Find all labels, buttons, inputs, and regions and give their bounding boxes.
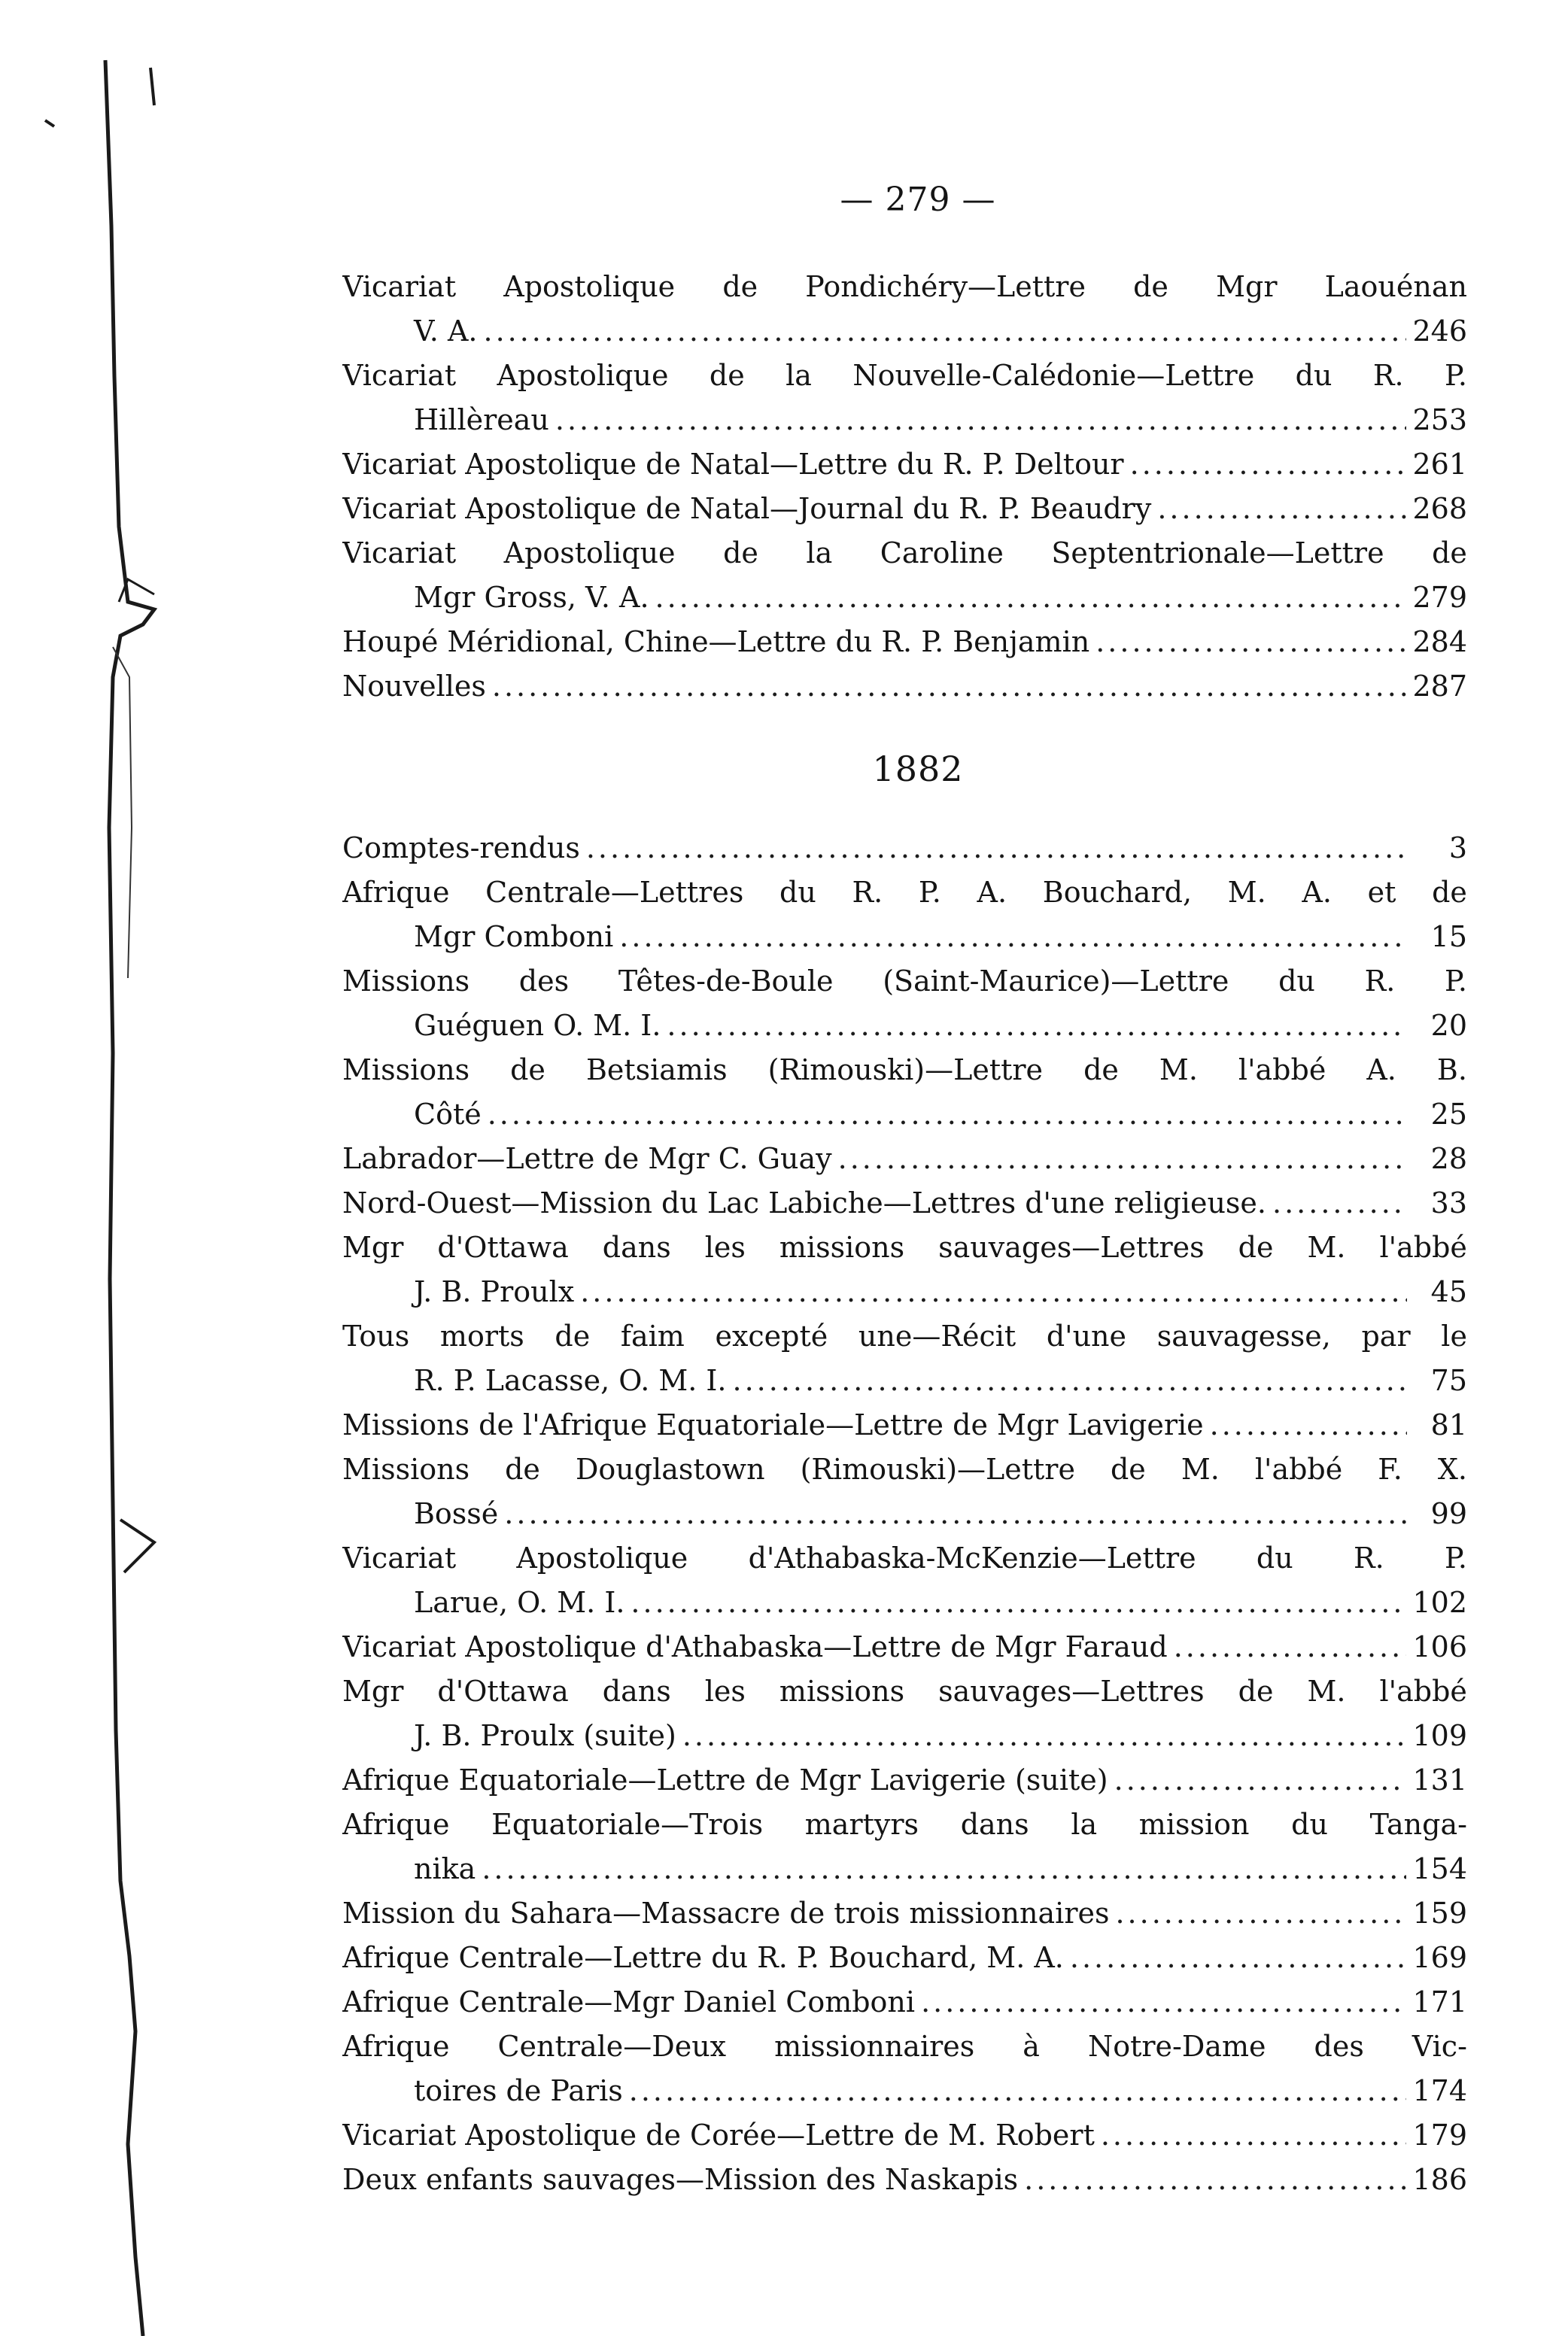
toc-entry-page: 45 [1430,1275,1467,1308]
toc-entry-page: 3 [1448,831,1467,864]
toc-entry-page: 75 [1430,1364,1467,1397]
toc-entry-last-line [342,2158,1467,2202]
toc-entry [342,1803,1467,1891]
toc-entry-title: Larue, O. M. I. [414,1586,625,1619]
toc-entry-page: 268 [1412,492,1467,525]
toc-entry [342,2113,1467,2158]
toc-entry-title: Vicariat Apostolique de Natal—Journal du R. P. Beaudry [342,492,1152,525]
toc-entry [342,1891,1467,1936]
toc-entry-last-line [342,620,1467,664]
toc-entry-title-line: Mgr d'Ottawa dans les missions sauvages—Lettres de M. l'abbé [342,1231,1467,1264]
dot-leader [1157,487,1406,531]
toc-entry-title-line: Missions des Têtes-de-Boule (Saint-Maurice)—Lettre du R. P. [342,964,1467,998]
toc-entry-title-line: Vicariat Apostolique de Pondichéry—Lettre de Mgr Laouénan [342,270,1467,303]
toc-entry [342,442,1467,487]
dot-leader [1210,1403,1407,1447]
toc-entry-page: 33 [1430,1186,1467,1220]
dot-leader [619,915,1407,959]
toc-entry-title: Guéguen O. M. I. [414,1009,661,1042]
toc-entry-title-line: Missions de Betsiamis (Rimouski)—Lettre de M. l'abbé A. B. [342,1053,1467,1086]
toc-entry [342,1980,1467,2025]
toc-entry [342,620,1467,664]
toc-entry-page: 15 [1430,920,1467,953]
dot-leader [1101,2113,1407,2158]
toc-entry [342,1403,1467,1447]
dot-leader [1024,2158,1406,2202]
dot-leader [1114,1758,1407,1803]
toc-entry [342,1936,1467,1980]
toc-entry-last-line [342,487,1467,531]
toc-entry-title: R. P. Lacasse, O. M. I. [414,1364,727,1397]
toc-entry-title: J. B. Proulx (suite) [414,1719,676,1752]
toc-entry-title: Mgr Comboni [414,920,614,953]
toc-entry [342,2025,1467,2113]
toc-entry [342,1048,1467,1137]
toc-entry-page: 159 [1412,1897,1467,1930]
toc-entry-title: Vicariat Apostolique de Corée—Lettre de M. Robert [342,2119,1095,2152]
toc-entry-title: Vicariat Apostolique de Natal—Lettre du R. P. Deltour [342,448,1124,481]
toc-entry-title-line: Missions de Douglastown (Rimouski)—Lettre de M. l'abbé F. X. [342,1453,1467,1486]
dot-leader [504,1492,1407,1536]
toc-entry-title-line: Mgr d'Ottawa dans les missions sauvages—Lettres de M. l'abbé [342,1675,1467,1708]
toc-entry-title: Missions de l'Afrique Equatoriale—Lettre de Mgr Lavigerie [342,1408,1204,1441]
toc-entry [342,531,1467,620]
toc-entry-last-line [342,1181,1467,1226]
toc-entry-title: Nouvelles [342,670,486,703]
toc-entry [342,2158,1467,2202]
toc-entry-page: 131 [1412,1763,1467,1797]
toc-entry-title-line: Vicariat Apostolique de la Caroline Septentrionale—Lettre de [342,536,1467,570]
dot-leader [921,1980,1406,2025]
toc-entry-last-line [342,1714,1467,1758]
toc-entry-title: Deux enfants sauvages—Mission des Naskapis [342,2163,1019,2196]
toc-entry-last-line [342,309,1467,354]
toc-entry-last-line [342,1936,1467,1980]
dot-leader [629,2069,1407,2113]
toc-entry-page: 186 [1412,2163,1467,2196]
toc-entry [342,487,1467,531]
table-of-contents-1882 [342,826,1467,2202]
dot-leader [1272,1181,1407,1226]
toc-entry [342,1536,1467,1625]
toc-entry-last-line [342,2069,1467,2113]
dot-leader [1130,442,1407,487]
toc-entry-page: 28 [1430,1142,1467,1175]
dot-leader [733,1359,1407,1403]
toc-entry-title: Bossé [414,1497,499,1530]
toc-entry [342,870,1467,959]
toc-entry-last-line [342,442,1467,487]
toc-entry-last-line [342,576,1467,620]
toc-entry-last-line [342,1137,1467,1181]
toc-entry-last-line [342,1403,1467,1447]
toc-entry-last-line [342,664,1467,709]
toc-entry [342,959,1467,1048]
toc-entry-title: Comptes-rendus [342,831,580,864]
toc-entry [342,354,1467,442]
toc-entry-page: 25 [1430,1098,1467,1131]
toc-entry-last-line [342,1891,1467,1936]
toc-entry-title: Côté [414,1098,482,1131]
dot-leader [580,1270,1407,1314]
toc-entry-last-line [342,2113,1467,2158]
dot-leader [555,398,1407,442]
toc-entry-last-line [342,1359,1467,1403]
toc-entry-title: Mission du Sahara—Massacre de trois missionnaires [342,1897,1110,1930]
toc-entry [342,826,1467,870]
toc-entry-title-line: Vicariat Apostolique de la Nouvelle-Calédonie—Lettre du R. P. [342,359,1467,392]
toc-entry-title: Mgr Gross, V. A. [414,581,649,614]
toc-entry-title-line: Afrique Centrale—Lettres du R. P. A. Bouchard, M. A. et de [342,876,1467,909]
toc-entry [342,1669,1467,1758]
toc-entry-last-line [342,1092,1467,1137]
toc-entry [342,1625,1467,1669]
toc-entry-title: J. B. Proulx [414,1275,575,1308]
toc-entry-last-line [342,1980,1467,2025]
toc-entry-last-line [342,1004,1467,1048]
dot-leader [1115,1891,1406,1936]
toc-entry-page: 109 [1412,1719,1467,1752]
table-of-contents-1881 [342,265,1467,709]
toc-entry-page: 99 [1430,1497,1467,1530]
dot-leader [655,576,1407,620]
dot-leader [631,1581,1406,1625]
toc-entry-title: toires de Paris [414,2074,623,2107]
toc-entry-title: Afrique Centrale—Lettre du R. P. Bouchard, M. A. [342,1941,1064,1974]
toc-entry-title: Hillèreau [414,403,549,436]
toc-entry-page: 81 [1430,1408,1467,1441]
toc-entry-page: 171 [1412,1985,1467,2019]
toc-entry-last-line [342,1492,1467,1536]
toc-entry-page: 106 [1412,1630,1467,1663]
toc-entry-page: 261 [1412,448,1467,481]
dot-leader [667,1004,1407,1048]
toc-entry [342,1181,1467,1226]
page-binding-edge [0,0,301,2336]
toc-entry-page: 246 [1412,314,1467,348]
toc-entry-title-line: Tous morts de faim excepté une—Récit d'une sauvagesse, par le [342,1320,1467,1353]
toc-entry-last-line [342,826,1467,870]
toc-entry-page: 179 [1412,2119,1467,2152]
dot-leader [1070,1936,1407,1980]
toc-entry-title: nika [414,1852,476,1885]
toc-entry-title-line: Afrique Centrale—Deux missionnaires à Notre-Dame des Vic- [342,2030,1467,2063]
toc-entry-last-line [342,1581,1467,1625]
toc-entry [342,265,1467,354]
toc-entry-page: 20 [1430,1009,1467,1042]
dot-leader [488,1092,1407,1137]
dot-leader [1174,1625,1407,1669]
toc-entry-last-line [342,915,1467,959]
toc-entry [342,664,1467,709]
year-heading: 1882 [872,749,964,789]
toc-entry-title: Afrique Equatoriale—Lettre de Mgr Lavigerie (suite) [342,1763,1108,1797]
toc-entry-page: 102 [1412,1586,1467,1619]
toc-entry-title: Labrador—Lettre de Mgr C. Guay [342,1142,832,1175]
toc-entry-last-line [342,398,1467,442]
toc-entry-page: 169 [1412,1941,1467,1974]
page-number: — 279 — [840,181,996,219]
toc-entry-title: V. A. [414,314,478,348]
toc-entry-page: 174 [1412,2074,1467,2107]
dot-leader [1095,620,1406,664]
toc-entry-page: 287 [1412,670,1467,703]
toc-entry-last-line [342,1625,1467,1669]
dot-leader [586,826,1407,870]
toc-entry-title: Houpé Méridional, Chine—Lettre du R. P. Benjamin [342,625,1090,658]
toc-entry-page: 284 [1412,625,1467,658]
toc-entry-last-line [342,1847,1467,1891]
toc-entry [342,1758,1467,1803]
toc-entry-title: Vicariat Apostolique d'Athabaska—Lettre de Mgr Faraud [342,1630,1168,1663]
dot-leader [483,309,1406,354]
toc-entry-title-line: Afrique Equatoriale—Trois martyrs dans la mission du Tanga- [342,1808,1467,1841]
toc-entry-title: Nord-Ouest—Mission du Lac Labiche—Lettres d'une religieuse. [342,1186,1266,1220]
toc-entry-page: 154 [1412,1852,1467,1885]
toc-entry [342,1226,1467,1314]
toc-entry [342,1447,1467,1536]
toc-entry [342,1137,1467,1181]
dot-leader [682,1714,1407,1758]
dot-leader [492,664,1407,709]
dot-leader [482,1847,1406,1891]
toc-entry-title-line: Vicariat Apostolique d'Athabaska-McKenzie—Lettre du R. P. [342,1542,1467,1575]
toc-entry-last-line [342,1758,1467,1803]
toc-entry-page: 279 [1412,581,1467,614]
toc-entry-title: Afrique Centrale—Mgr Daniel Comboni [342,1985,916,2019]
toc-entry [342,1314,1467,1403]
toc-entry-page: 253 [1412,403,1467,436]
dot-leader [838,1137,1407,1181]
toc-entry-last-line [342,1270,1467,1314]
